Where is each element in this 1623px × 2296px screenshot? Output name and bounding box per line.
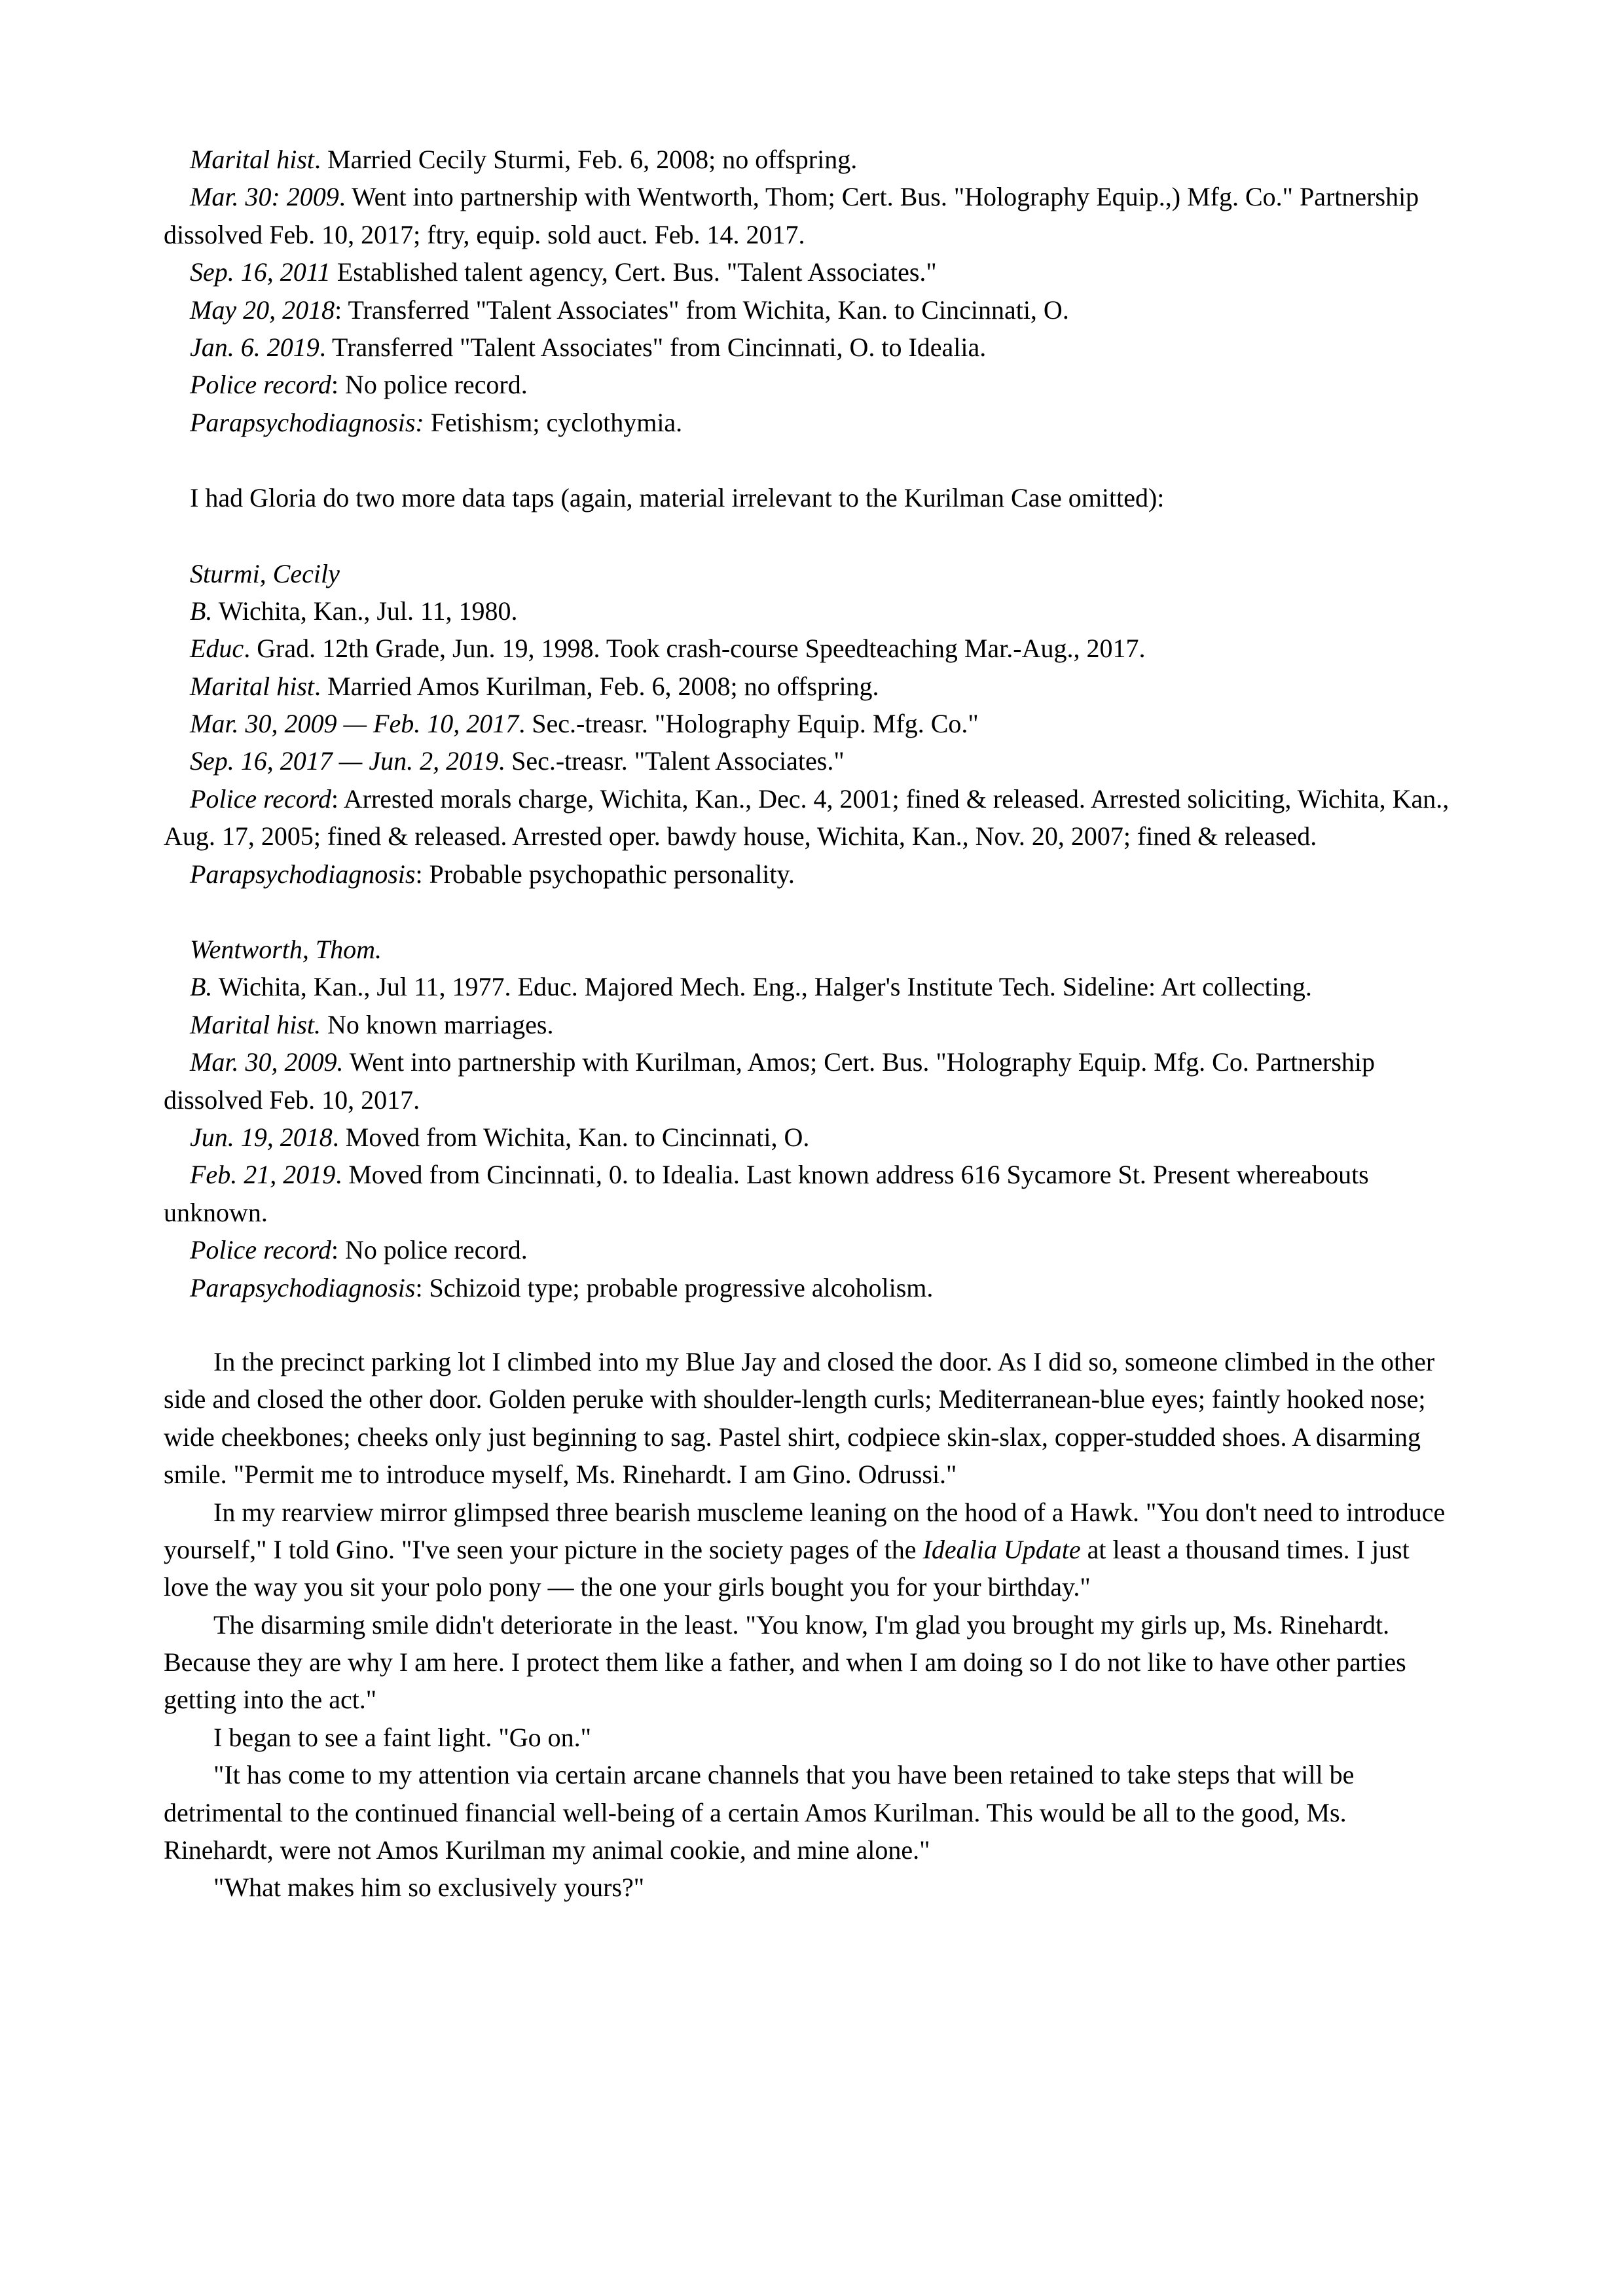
record-block-kurilman bbox=[164, 141, 1459, 441]
record-block-sturmi bbox=[164, 555, 1459, 893]
record-line bbox=[164, 855, 1459, 893]
record-line-text: : No police record. bbox=[331, 370, 528, 400]
record-line-text: . Transferred "Talent Associates" from Cincinnati, O. to Idealia. bbox=[319, 332, 987, 362]
record-line-label: May 20, 2018 bbox=[190, 295, 335, 325]
paragraph-segment: In my rearview mirror glimpsed three bearish muscleme leaning on the hood of a Hawk. "You don't need to introduce yourself," I told Gino. "I've seen your picture in the society pages of the bbox=[164, 1497, 1446, 1564]
record-line-label: B. bbox=[190, 596, 213, 626]
record-block-wentworth bbox=[164, 931, 1459, 1306]
record-line-text: . Moved from Cincinnati, 0. to Idealia. Last known address 616 Sycamore St. Present whereabouts unknown. bbox=[164, 1160, 1369, 1227]
paragraph-arcane-channels: "It has come to my attention via certain arcane channels that you have been retained to take steps that will be detrimental to the continued financial well-being of a certain Amos Kurilman. This would be all to the good, Ms. Rinehardt, were not Amos Kurilman my animal cookie, and mine alone." bbox=[164, 1760, 1355, 1865]
record-line-label: Marital hist bbox=[190, 671, 315, 701]
record-line-text: Wichita, Kan., Jul. 11, 1980. bbox=[212, 596, 518, 626]
paragraph-rearview bbox=[164, 1494, 1459, 1606]
record-line bbox=[164, 366, 1459, 403]
record-line bbox=[164, 968, 1459, 1005]
paragraph-faint-light: I began to see a faint light. "Go on." bbox=[213, 1722, 591, 1752]
record-line-text: : Schizoid type; probable progressive alcoholism. bbox=[415, 1272, 934, 1302]
record-line bbox=[164, 253, 1459, 291]
record-line bbox=[164, 1006, 1459, 1043]
paragraph-question: "What makes him so exclusively yours?" bbox=[213, 1873, 645, 1903]
record-heading: Sturmi, Cecily bbox=[190, 558, 340, 588]
record-line-text: : Transferred "Talent Associates" from Wichita, Kan. to Cincinnati, O. bbox=[335, 295, 1069, 325]
record-line-text: . Grad. 12th Grade, Jun. 19, 1998. Took crash-course Speedteaching Mar.-Aug., 2017. bbox=[244, 634, 1146, 664]
record-line-label: Parapsychodiagnosis bbox=[190, 1272, 416, 1302]
record-line bbox=[164, 705, 1459, 742]
record-line-label: Jan. 6. 2019 bbox=[190, 332, 319, 362]
record-line-label: Police record bbox=[190, 370, 331, 400]
record-line bbox=[164, 630, 1459, 667]
record-line-text: Fetishism; cyclothymia. bbox=[424, 407, 683, 437]
record-line-text: . Married Amos Kurilman, Feb. 6, 2008; no offspring. bbox=[314, 671, 879, 701]
paragraph-parking-lot: In the precinct parking lot I climbed into my Blue Jay and closed the door. As I did so, someone climbed in the other side and closed the other door. Golden peruke with shoulder-length curls; Mediterranean-blue eyes; faintly hooked nose; wide cheekbones; cheeks only just beginning to sag. Pastel shirt, codpiece skin-slax, copper-studded shoes. A disarming smile. "Permit me to introduce myself, Ms. Rinehardt. I am Gino. Odrussi." bbox=[164, 1346, 1435, 1490]
paragraph-spacer bbox=[164, 1306, 1459, 1343]
record-line-text: Established talent agency, Cert. Bus. "Talent Associates." bbox=[330, 257, 937, 287]
record-line-label: Police record bbox=[190, 1235, 331, 1265]
publication-title: Idealia Update bbox=[922, 1534, 1081, 1564]
record-line bbox=[164, 592, 1459, 630]
paragraph-spacer bbox=[164, 893, 1459, 931]
record-line bbox=[164, 1269, 1459, 1306]
record-line-label: Marital hist. bbox=[190, 1009, 321, 1039]
paragraph-disarming-smile: The disarming smile didn't deteriorate in the least. "You know, I'm glad you brought my girls up, Ms. Rinehardt. Because they are why I am here. I protect them like a father, and when I am doing so I do not like to have other parties getting into the act." bbox=[164, 1609, 1406, 1715]
record-line-label: Parapsychodiagnosis bbox=[190, 859, 416, 889]
record-line-label: Marital hist bbox=[190, 145, 315, 174]
record-line-text: Went into partnership with Kurilman, Amos; Cert. Bus. "Holography Equip. Mfg. Co. Partnership dissolved Feb. 10, 2017. bbox=[164, 1047, 1376, 1115]
record-line-label: B. bbox=[190, 972, 213, 1002]
paragraph-spacer bbox=[164, 517, 1459, 555]
record-line-text: : Arrested morals charge, Wichita, Kan., Dec. 4, 2001; fined & released. Arrested soliciting, Wichita, Kan., Aug. 17, 2005; fined & released. Arrested oper. bawdy house, Wichita, Kan., Nov. 20, 2007; fined & released. bbox=[164, 783, 1450, 852]
record-line-label: Jun. 19, 2018 bbox=[190, 1122, 333, 1152]
record-line bbox=[164, 1231, 1459, 1268]
record-line-label: Feb. 21, 2019 bbox=[190, 1160, 336, 1190]
record-line-label: Parapsychodiagnosis: bbox=[190, 407, 424, 437]
record-line bbox=[164, 404, 1459, 441]
record-line-label: Mar. 30, 2009. bbox=[190, 1047, 344, 1077]
record-line bbox=[164, 780, 1459, 855]
record-line-text: . Moved from Wichita, Kan. to Cincinnati, O. bbox=[332, 1122, 810, 1152]
record-line-text: Wichita, Kan., Jul 11, 1977. Educ. Majored Mech. Eng., Halger's Institute Tech. Sideline: Art collecting. bbox=[212, 972, 1312, 1002]
record-line bbox=[164, 1043, 1459, 1119]
record-line-label: Mar. 30, 2009 — Feb. 10, 2017 bbox=[190, 709, 519, 739]
record-line bbox=[164, 1119, 1459, 1156]
record-heading: Wentworth, Thom. bbox=[190, 935, 382, 965]
paragraph-spacer bbox=[164, 441, 1459, 479]
paragraph-narration-intro: I had Gloria do two more data taps (again, material irrelevant to the Kurilman Case omitted): bbox=[190, 483, 1165, 513]
record-line bbox=[164, 329, 1459, 366]
paragraph-segment: at least a thousand times. I just love the way you sit your polo pony — the one your girls bought you for your birthday." bbox=[164, 1534, 1410, 1602]
record-line bbox=[164, 668, 1459, 705]
record-line-text: . Sec.-treasr. "Holography Equip. Mfg. Co." bbox=[519, 709, 979, 739]
record-line-text: No known marriages. bbox=[321, 1009, 554, 1039]
page-body bbox=[164, 141, 1459, 1907]
record-line-text: . Went into partnership with Wentworth, Thom; Cert. Bus. "Holography Equip.,) Mfg. Co." Partnership dissolved Feb. 10, 2017; ftry, equip. sold auct. Feb. 14. 2017. bbox=[164, 182, 1419, 249]
record-line-label: Educ bbox=[190, 634, 244, 664]
record-line-text: : No police record. bbox=[331, 1235, 528, 1265]
record-line-text: . Sec.-treasr. "Talent Associates." bbox=[498, 746, 845, 776]
record-line-label: Sep. 16, 2017 — Jun. 2, 2019 bbox=[190, 746, 499, 776]
record-line-text: . Married Cecily Sturmi, Feb. 6, 2008; no offspring. bbox=[314, 145, 858, 174]
record-line bbox=[164, 1156, 1459, 1231]
record-line-label: Mar. 30: 2009 bbox=[190, 182, 339, 212]
record-line bbox=[164, 742, 1459, 780]
record-line bbox=[164, 291, 1459, 329]
record-line bbox=[164, 178, 1459, 253]
record-line bbox=[164, 141, 1459, 178]
record-line-text: : Probable psychopathic personality. bbox=[415, 859, 795, 889]
record-line-label: Police record bbox=[190, 783, 331, 814]
record-line-label: Sep. 16, 2011 bbox=[190, 257, 331, 287]
